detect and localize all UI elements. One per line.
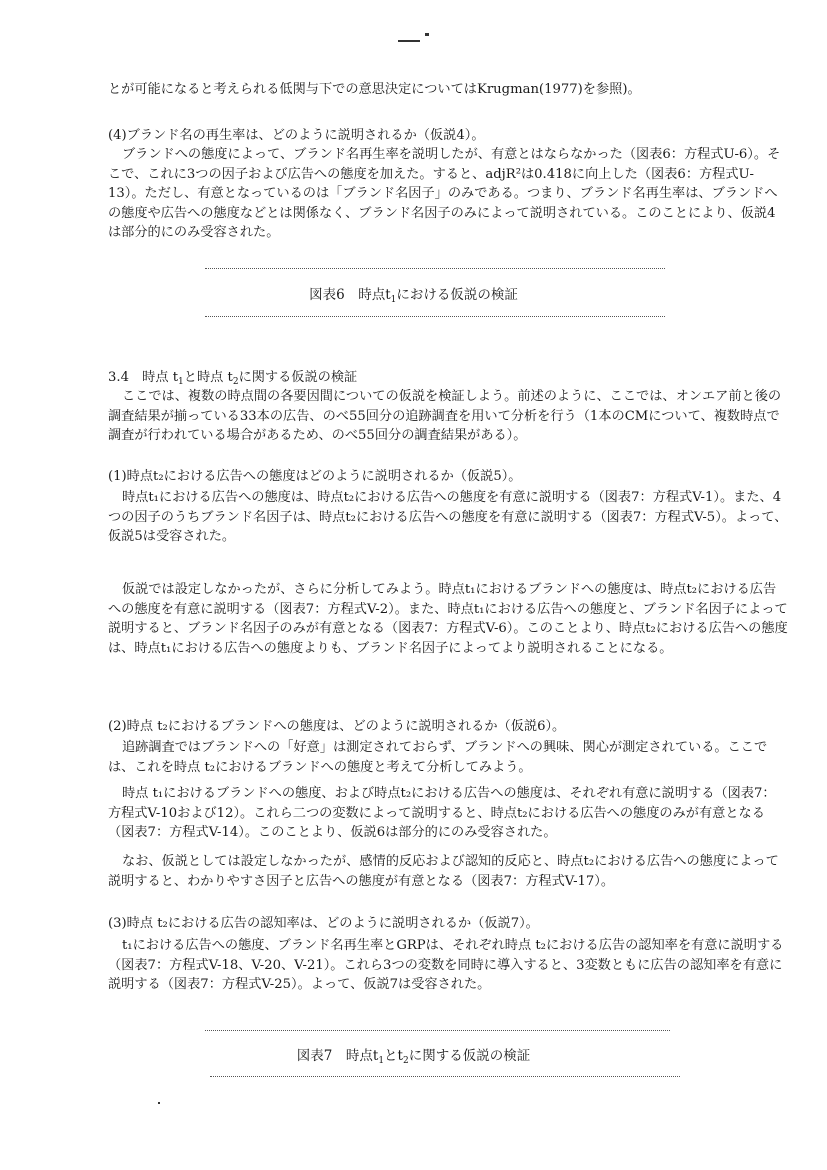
figure-7-caption xyxy=(0,1044,827,1066)
figure-6-caption xyxy=(0,283,827,305)
time-subscript: 2 xyxy=(402,1056,409,1066)
dotted-rule xyxy=(205,1030,670,1031)
section-3-4-body: ここでは、複数の時点間の各要因間についての仮説を検証しよう。前述のように、ここでは、オンエア前と後の調査結果が揃っている33本の広告、のべ55回分の追跡調査を用いて分析を行う（1本のCMについて、複数時点で調査が行われている場合があるため、のべ55回分の調査結果がある）。 xyxy=(108,389,782,443)
figure-7-caption-post: に関する仮説の検証 xyxy=(408,1048,531,1064)
time-symbol: t xyxy=(397,1048,403,1064)
time-subscript: 2 xyxy=(232,377,239,387)
section-4-heading: (4)ブランド名の再生率は、どのように説明されるか（仮説4）。 xyxy=(108,128,485,143)
subsection-2-body-1: 追跡調査ではブランドへの「好意」は測定されておらず、ブランドへの興味、関心が測定されている。ここでは、これを時点 t₂におけるブランドへの態度と考えて分析してみよう。 xyxy=(108,740,768,775)
subsection-1-heading: (1)時点t₂における広告への態度はどのように説明されるか（仮説5）。 xyxy=(108,469,522,484)
time-symbol: t xyxy=(372,1048,379,1064)
scan-speck xyxy=(425,33,429,36)
figure-7-caption-pre: 図表7 時点 xyxy=(296,1048,373,1064)
subsection-1-body: 時点t₁における広告への態度は、時点t₂における広告への態度を有意に説明する（図表7：方程式V-1）。また、4つの因子のうちブランド名因子は、時点t₂における広告への態度を有意に説明する（図表7：方程式V-5）。よって、仮説5は受容された。 xyxy=(108,490,788,544)
time-subscript: 1 xyxy=(178,377,184,387)
section-3-4-title-b: と時点 t xyxy=(183,370,233,385)
subsection-1-body-2: 仮説では設定しなかったが、さらに分析してみよう。時点t₁におけるブランドへの態度は、時点t₂における広告への態度を有意に説明する（図表7：方程式V-2）。また、時点t₁における広告への態度と、ブランド名因子によって説明すると、ブランド名因子のみが有意となる（図表7：方程式V-6）。このことより、時点t₂における広告への態度は、時点t₁における広告への態度よりも、ブランド名因子によってより説明されることになる。 xyxy=(108,582,788,656)
subsection-2-body-3: なお、仮説としては設定しなかったが、感情的反応および認知的反応と、時点t₂における広告への態度によって説明すると、わかりやすさ因子と広告への態度が有意となる（図表7：方程式V-17）。 xyxy=(108,854,779,889)
continuation-paragraph: とが可能になると考えられる低関与下での意思決定についてはKrugman(1977)を参照)。 xyxy=(108,82,641,97)
subsection-3-body: t₁における広告への態度、ブランド名再生率とGRPは、それぞれ時点 t₂における広告の認知率を有意に説明する（図表7：方程式V-18、V-20、V-21）。これら3つの変数を同時に導入すると、3変数ともに広告の認知率を有意に説明する（図表7：方程式V-25）。よって、仮説7は受容された。 xyxy=(108,938,784,992)
section-3-4-title-c: に関する仮説の検証 xyxy=(238,370,358,385)
subsection-2-heading: (2)時点 t₂におけるブランドへの態度は、どのように説明されるか（仮説6）。 xyxy=(108,719,566,734)
time-subscript: 1 xyxy=(390,295,397,305)
dotted-rule xyxy=(210,1076,680,1077)
section-4-body: ブランドへの態度によって、ブランド名再生率を説明したが、有意とはならなかった（図表6：方程式U-6）。そこで、これに3つの因子および広告への態度を加えた。すると、adjR²は0.418に向上した（図表6：方程式U-13）。ただし、有意となっているのは「ブランド名因子」のみである。つまり、ブランド名再生率は、ブランドへの態度や広告への態度などとは関係なく、ブランド名因子のみによって説明されている。このことにより、仮説4は部分的にのみ受容された。 xyxy=(108,147,781,240)
scan-speck xyxy=(158,1102,160,1104)
subsection-2-body-2: 時点 t₁におけるブランドへの態度、および時点t₂における広告への態度は、それぞれ有意に説明する（図表7：方程式V-10および12）。これら二つの変数によって説明すると、時点t₂における広告への態度のみが有意となる（図表7：方程式V-14）。このことより、仮説6は部分的にのみ受容された。 xyxy=(108,786,776,840)
subsection-3-heading: (3)時点 t₂における広告の認知率は、どのように説明されるか（仮説7）。 xyxy=(108,916,539,931)
figure-6-caption-post: における仮説の検証 xyxy=(396,287,518,303)
dotted-rule xyxy=(205,316,665,317)
dotted-rule xyxy=(205,268,665,269)
scan-speck xyxy=(398,40,420,42)
section-3-4-title-a: 3.4 時点 t xyxy=(108,370,179,385)
time-subscript: 1 xyxy=(378,1056,385,1066)
figure-7-caption-mid: と xyxy=(384,1048,398,1064)
time-symbol: t xyxy=(385,287,391,303)
figure-6-caption-pre: 図表6 時点 xyxy=(309,287,386,303)
